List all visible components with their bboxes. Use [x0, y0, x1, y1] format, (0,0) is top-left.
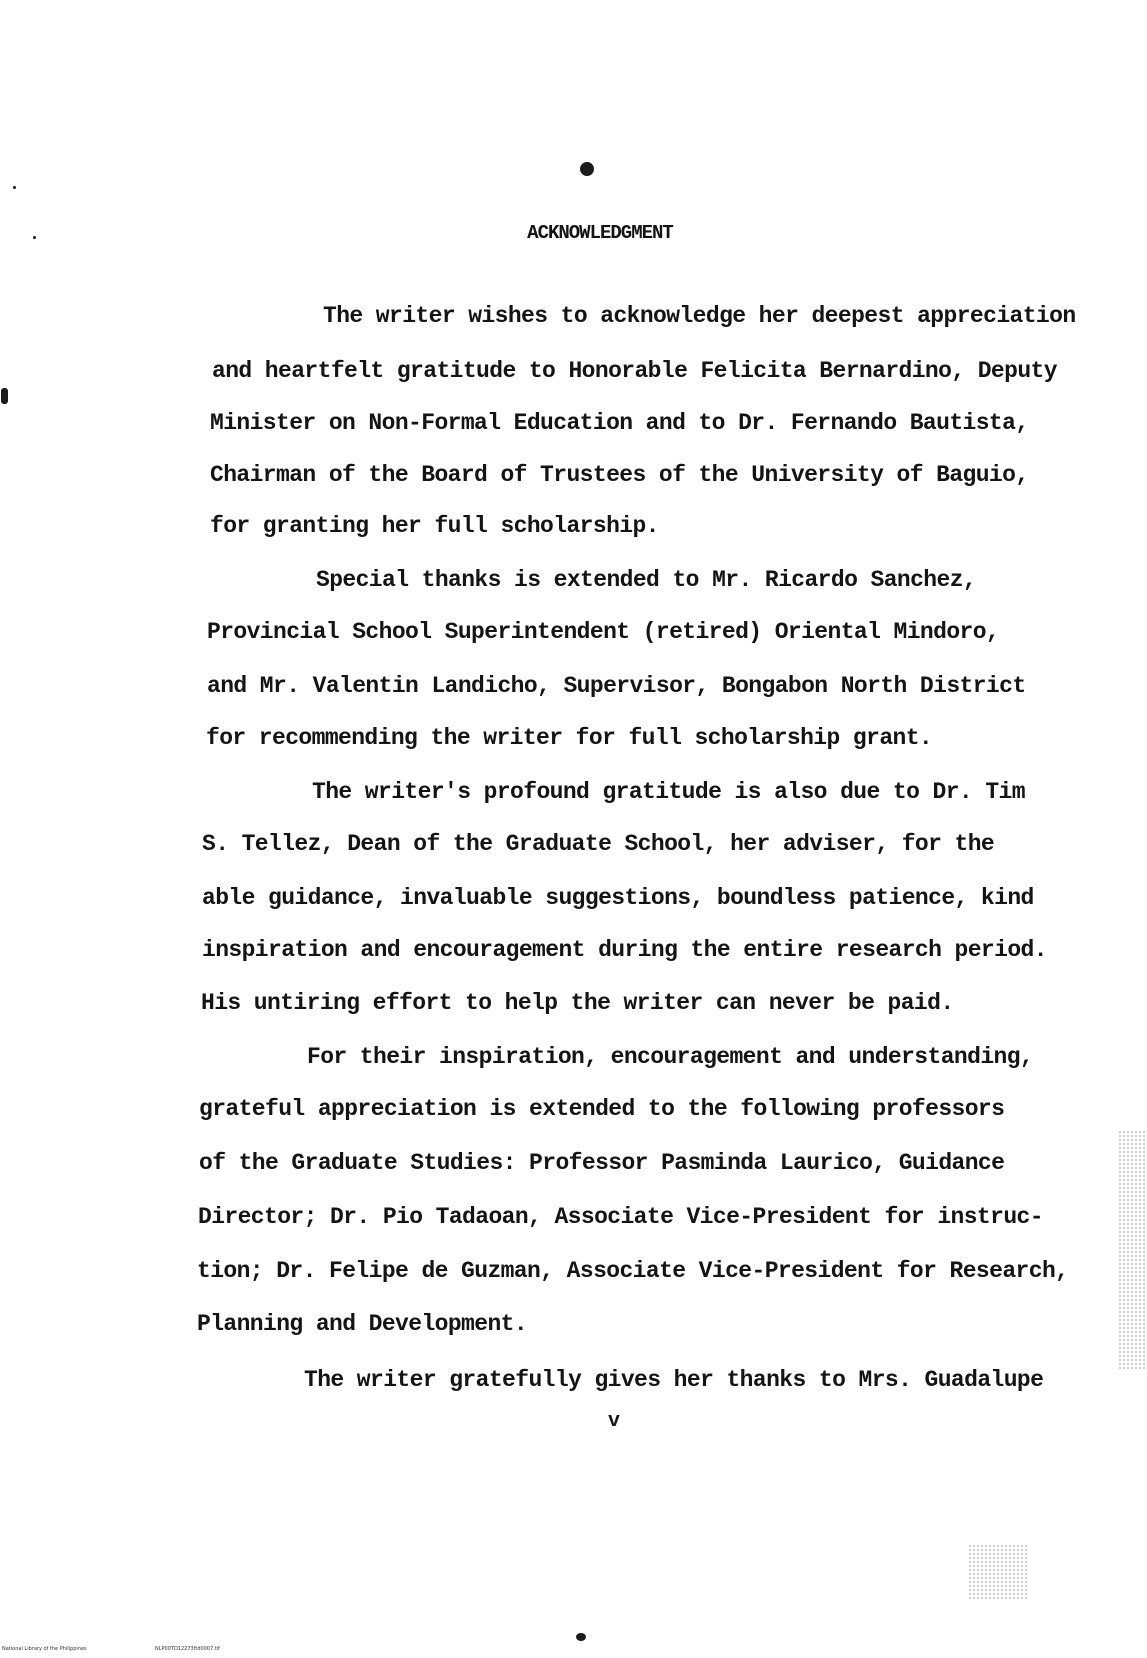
page-number: v	[607, 1410, 620, 1433]
margin-dot	[13, 186, 16, 189]
paragraph-line: The writer gratefully gives her thanks to Mrs. Guadalupe	[304, 1367, 1044, 1393]
footer-filename: NLP00TD12273ftd0007.tif	[155, 1646, 220, 1652]
paragraph-line: and heartfelt gratitude to Honorable Felicita Bernardino, Deputy	[212, 358, 1057, 384]
paragraph-line: Provincial School Superintendent (retired) Oriental Mindoro,	[207, 619, 1000, 645]
left-margin-speck	[1, 388, 8, 404]
paragraph-line: The writer's profound gratitude is also due to Dr. Tim	[312, 779, 1025, 805]
paragraph-line: inspiration and encouragement during the entire research period.	[202, 937, 1047, 963]
paragraph-line: for granting her full scholarship.	[210, 513, 659, 539]
paragraph-line: grateful appreciation is extended to the following professors	[199, 1096, 1005, 1122]
paragraph-line: Planning and Development.	[197, 1311, 528, 1337]
footer-library: National Library of the Philippines	[2, 1646, 87, 1652]
top-ink-blot	[580, 162, 594, 176]
paragraph-line: Chairman of the Board of Trustees of the University of Baguio,	[210, 462, 1029, 488]
paragraph-line: Director; Dr. Pio Tadaoan, Associate Vice-President for instruc-	[198, 1204, 1043, 1230]
paragraph-line: The writer wishes to acknowledge her deepest appreciation	[323, 303, 1076, 329]
paragraph-line: S. Tellez, Dean of the Graduate School, her adviser, for the	[202, 831, 995, 857]
scan-noise-right	[1118, 1130, 1147, 1370]
paragraph-line: tion; Dr. Felipe de Guzman, Associate Vice-President for Research,	[197, 1258, 1069, 1284]
scan-noise-corner	[968, 1544, 1028, 1600]
paragraph-line: for recommending the writer for full scholarship grant.	[206, 725, 933, 751]
page-title: ACKNOWLEDGMENT	[527, 222, 673, 244]
paragraph-line: of the Graduate Studies: Professor Pasminda Laurico, Guidance	[199, 1150, 1005, 1176]
paragraph-line: Minister on Non-Formal Education and to Dr. Fernando Bautista,	[210, 410, 1029, 436]
paragraph-line: and Mr. Valentin Landicho, Supervisor, Bongabon North District	[207, 673, 1026, 699]
paragraph-line: His untiring effort to help the writer can never be paid.	[201, 990, 954, 1016]
paragraph-line: Special thanks is extended to Mr. Ricardo Sanchez,	[316, 567, 977, 593]
bottom-ink-blot	[576, 1633, 586, 1641]
paragraph-line: able guidance, invaluable suggestions, boundless patience, kind	[202, 885, 1034, 911]
paragraph-line: For their inspiration, encouragement and understanding,	[307, 1044, 1034, 1070]
